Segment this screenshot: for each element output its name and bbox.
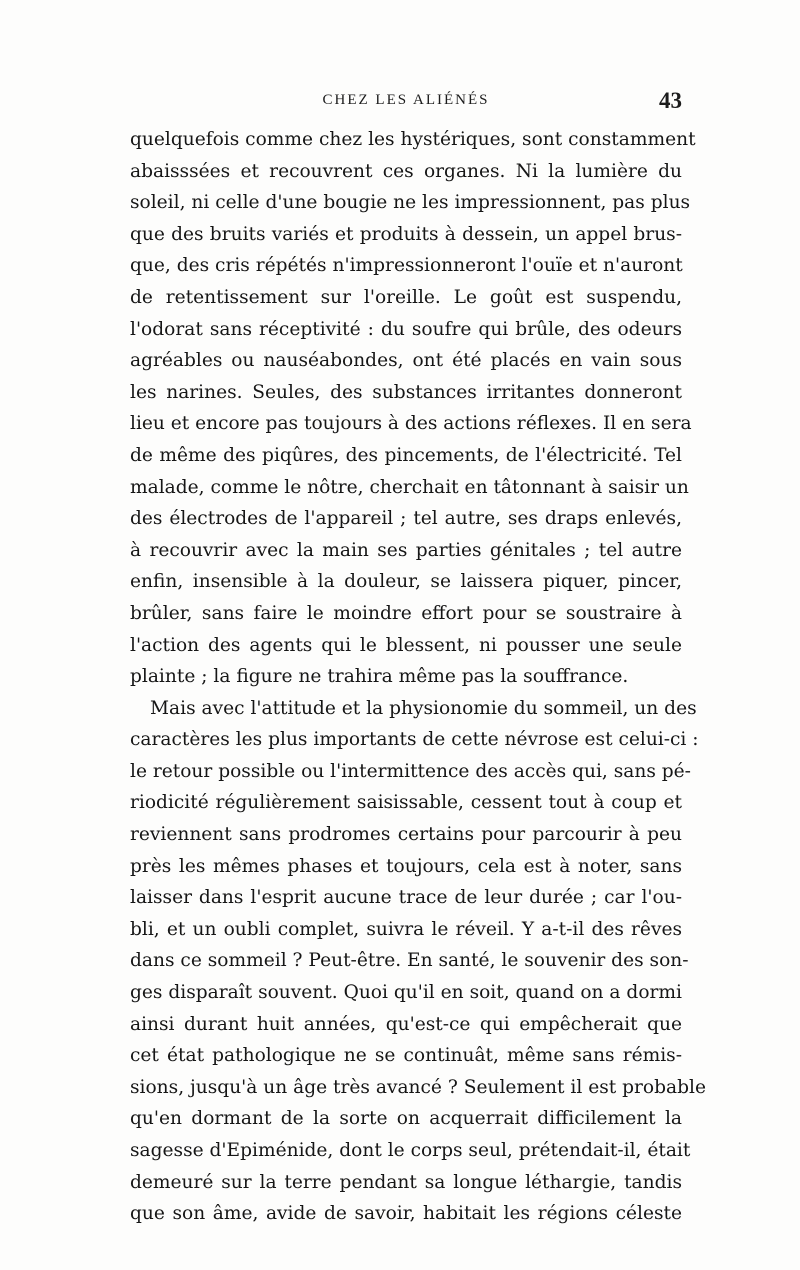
- text-line: de même des piqûres, des pincements, de l'électricité. Tel: [130, 444, 682, 466]
- text-line: malade, comme le nôtre, cherchait en tâtonnant à saisir un: [130, 476, 689, 498]
- text-line: sions, jusqu'à un âge très avancé ? Seulement il est probable: [130, 1076, 706, 1098]
- paragraph-first-line: Mais avec l'attitude et la physionomie du sommeil, un des: [150, 697, 697, 719]
- text-line: laisser dans l'esprit aucune trace de leur durée ; car l'ou-: [130, 887, 682, 909]
- text-line: quelquefois comme chez les hystériques, sont constamment: [130, 129, 696, 150]
- text-line: à recouvrir avec la main ses parties génitales ; tel autre: [130, 539, 682, 561]
- text-line: caractères les plus importants de cette névrose est celui-ci :: [130, 729, 699, 751]
- text-line: ainsi durant huit années, qu'est-ce qui empêcherait que: [130, 1013, 682, 1035]
- text-line: ges disparaît souvent. Quoi qu'il en soit, quand on a dormi: [130, 982, 682, 1004]
- running-title: CHEZ LES ALIÉNÉS: [322, 92, 490, 108]
- paragraph-end-line: plainte ; la figure ne trahira même pas la souffrance.: [130, 666, 629, 688]
- text-line: que, des cris répétés n'impressionneront l'ouïe et n'auront: [130, 255, 683, 277]
- text-line: que des bruits variés et produits à dessein, un appel brus-: [130, 223, 682, 245]
- text-line: demeuré sur la terre pendant sa longue léthargie, tandis: [130, 1171, 682, 1193]
- text-line: le retour possible ou l'intermittence des accès qui, sans pé-: [130, 760, 691, 782]
- text-line: brûler, sans faire le moindre effort pour se soustraire à: [130, 602, 682, 624]
- text-line: sagesse d'Epiménide, dont le corps seul, prétendait-il, était: [130, 1140, 691, 1161]
- text-line: soleil, ni celle d'une bougie ne les impressionnent, pas plus: [130, 192, 691, 214]
- text-line: qu'en dormant de la sorte on acquerrait difficilement la: [130, 1108, 682, 1130]
- text-line: près les mêmes phases et toujours, cela est à noter, sans: [130, 855, 682, 877]
- text-line: riodicité régulièrement saisissable, cessent tout à coup et: [130, 792, 682, 814]
- text-line: enfin, insensible à la douleur, se laissera piquer, pincer,: [130, 571, 682, 593]
- text-line: l'odorat sans réceptivité : du soufre qui brûle, des odeurs: [130, 318, 682, 340]
- text-line: l'action des agents qui le blessent, ni pousser une seule: [130, 634, 682, 656]
- page-number: 43: [659, 88, 682, 113]
- text-line: des électrodes de l'appareil ; tel autre, ses draps enlevés,: [130, 508, 682, 530]
- text-line: de retentissement sur l'oreille. Le goût est suspendu,: [130, 286, 682, 308]
- text-line: lieu et encore pas toujours à des actions réflexes. Il en sera: [130, 413, 692, 435]
- text-line: les narines. Seules, des substances irritantes donneront: [130, 381, 682, 403]
- text-line: bli, et un oubli complet, suivra le réveil. Y a-t-il des rêves: [130, 918, 682, 940]
- body-text: [130, 124, 706, 1230]
- text-line: que son âme, avide de savoir, habitait les régions céleste: [130, 1203, 682, 1225]
- text-line: cet état pathologique ne se continuât, même sans rémis-: [130, 1045, 682, 1067]
- text-line: reviennent sans prodromes certains pour parcourir à peu: [130, 824, 682, 846]
- running-head: [130, 88, 682, 122]
- text-line: dans ce sommeil ? Peut-être. En santé, le souvenir des son-: [130, 950, 689, 972]
- text-line: agréables ou nauséabondes, ont été placés en vain sous: [130, 350, 682, 372]
- text-line: abaisssées et recouvrent ces organes. Ni la lumière du: [130, 160, 682, 182]
